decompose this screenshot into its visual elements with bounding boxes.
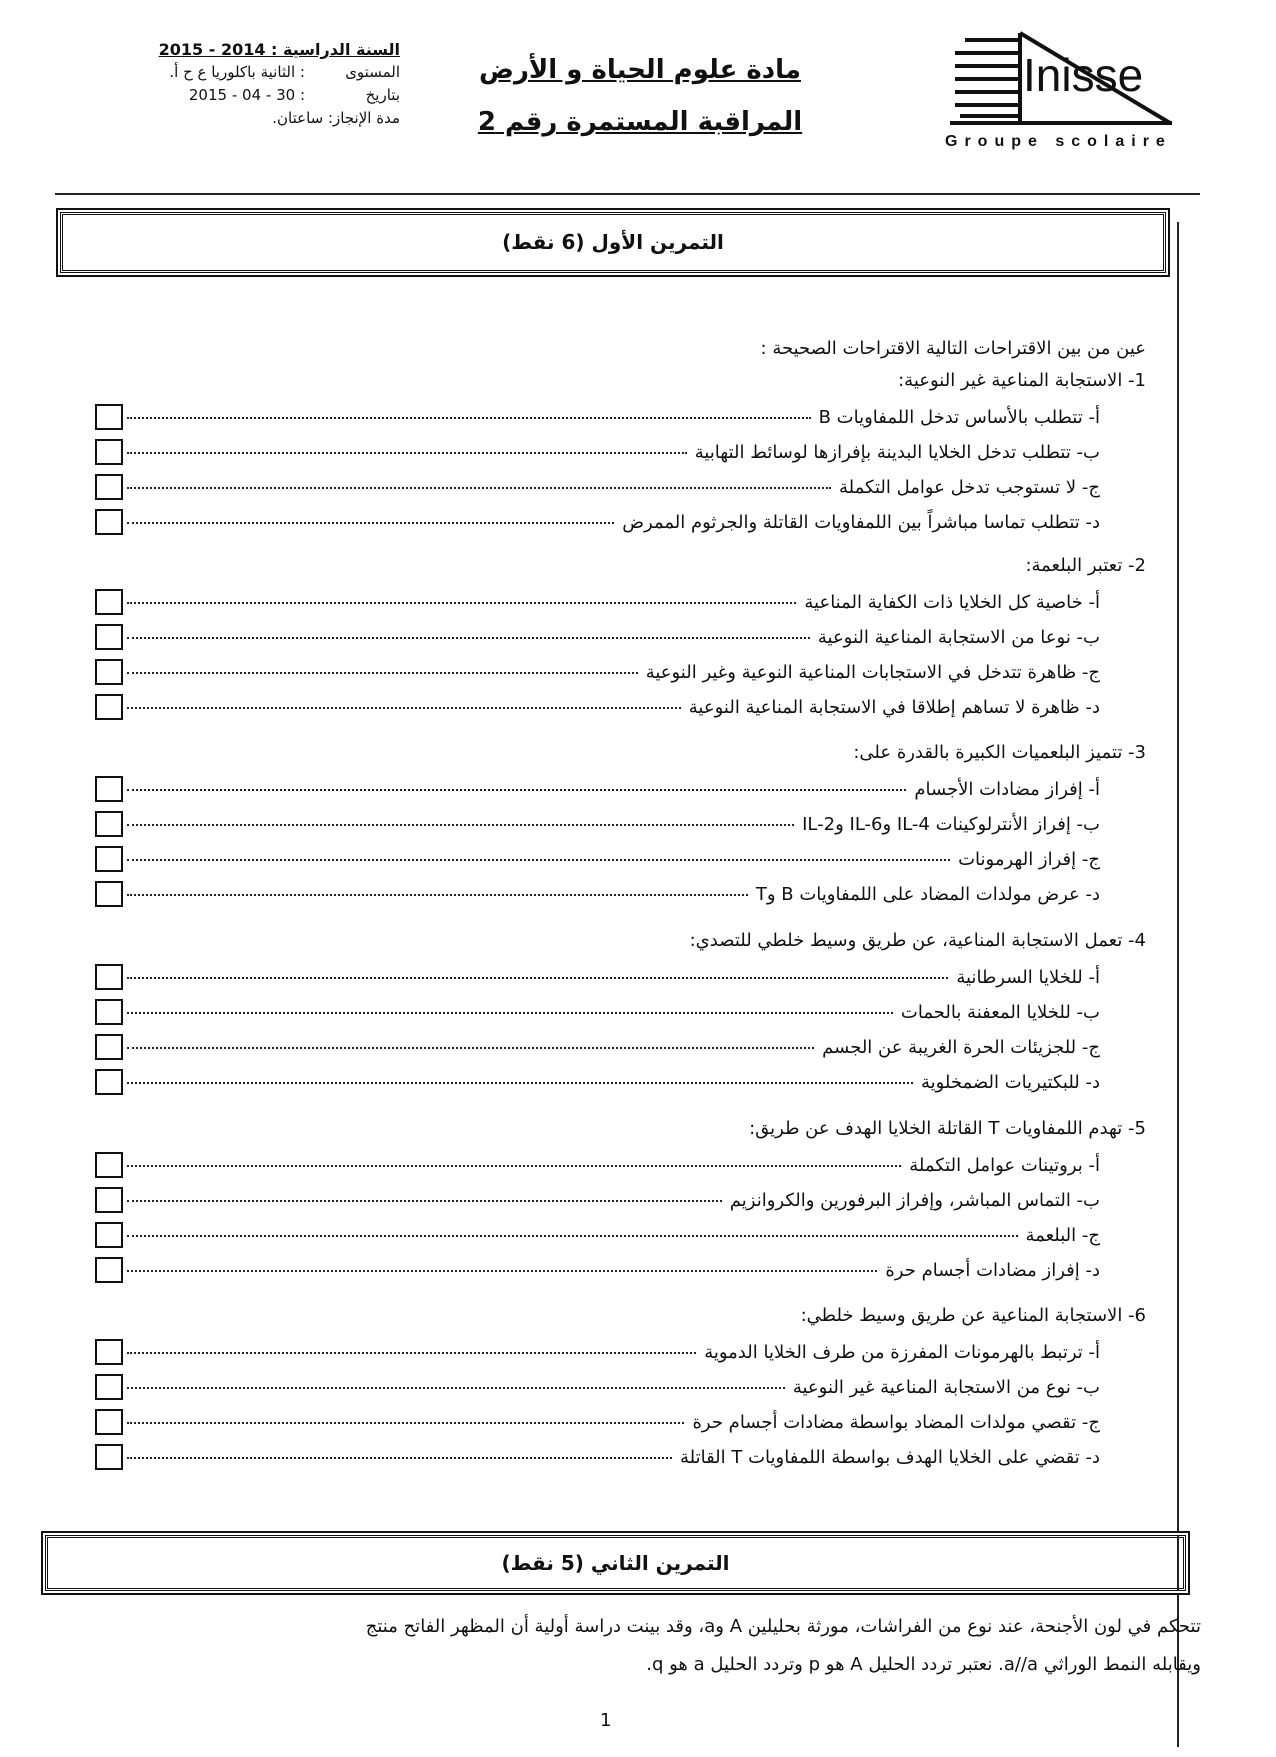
dotted-leader [127,1010,893,1014]
option-text: ج- للجزيئات الحرة الغريبة عن الجسم [822,1036,1100,1058]
option-text: ج- لا تستوجب تدخل عوامل التكملة [839,476,1100,498]
option-text: أ- إفراز مضادات الأجسام [914,778,1100,800]
header-divider [55,193,1200,195]
exam-title: المراقبة المستمرة رقم 2 [477,107,803,137]
dotted-leader [127,822,794,826]
question-3-option-1 [95,773,1100,805]
option-text: د- عرض مولدات المضاد على اللمفاويات B وT [755,883,1100,905]
dotted-leader [127,892,748,896]
answer-checkbox[interactable] [95,1152,123,1178]
dotted-leader [127,1420,684,1424]
answer-checkbox[interactable] [95,439,123,465]
answer-checkbox[interactable] [95,846,123,872]
exercise1-title: التمرين الأول (6 نقط) [60,212,1166,273]
answer-checkbox[interactable] [95,811,123,837]
option-text: د- إفراز مضادات أجسام حرة [885,1259,1100,1281]
page-border-right [1177,222,1179,1747]
dotted-leader [127,635,810,639]
answer-checkbox[interactable] [95,474,123,500]
logo-brand: Inisse [1023,49,1144,101]
question-3-option-2 [95,808,1100,840]
exercise2-line2: ويقابله النمط الوراثي a//a. نعتبر تردد الحليل A هو p وتردد الحليل a هو q. [646,1654,1201,1675]
dotted-leader [127,975,948,979]
school-year: السنة الدراسية : 2014 - 2015 [158,40,400,59]
answer-checkbox[interactable] [95,509,123,535]
option-text: أ- ترتبط بالهرمونات المفرزة من طرف الخلايا الدموية [704,1341,1100,1363]
question-5-option-1 [95,1149,1100,1181]
question-4-option-3 [95,1031,1100,1063]
question-1-stem: 1- الاستجابة المناعية غير النوعية: [898,370,1146,391]
question-1-option-4 [95,506,1100,538]
question-6-stem: 6- الاستجابة المناعية عن طريق وسيط خلطي: [800,1305,1146,1326]
dotted-leader [127,450,687,454]
date-label: بتاريخ [365,86,400,104]
dotted-leader [127,857,950,861]
answer-checkbox[interactable] [95,1069,123,1095]
exercise2-title: التمرين الثاني (5 نقط) [45,1535,1186,1591]
answer-checkbox[interactable] [95,659,123,685]
option-text: ج- البلعمة [1025,1224,1100,1246]
subject-title: مادة علوم الحياة و الأرض [478,55,801,85]
dotted-leader [127,1045,814,1049]
dotted-leader [127,705,681,709]
option-text: ب- نوع من الاستجابة المناعية غير النوعية [792,1376,1100,1398]
option-text: ج- إفراز الهرمونات [958,848,1100,870]
answer-checkbox[interactable] [95,1444,123,1470]
question-5-option-3 [95,1219,1100,1251]
option-text: د- تتطلب تماسا مباشراً بين اللمفاويات القاتلة والجرثوم الممرض [622,511,1100,533]
dotted-leader [127,1198,722,1202]
option-text: ب- للخلايا المعفنة بالحمات [900,1001,1100,1023]
dotted-leader [127,1163,901,1167]
question-3-option-3 [95,843,1100,875]
dotted-leader [127,1455,672,1459]
answer-checkbox[interactable] [95,589,123,615]
dotted-leader [127,520,614,524]
option-text: د- للبكتيريات الضمخلوية [920,1071,1100,1093]
question-4-option-1 [95,961,1100,993]
question-2-option-3 [95,656,1100,688]
question-4-option-2 [95,996,1100,1028]
answer-checkbox[interactable] [95,694,123,720]
dotted-leader [127,600,796,604]
question-6-option-1 [95,1336,1100,1368]
dotted-leader [127,485,831,489]
question-5-stem: 5- تهدم اللمفاويات T القاتلة الخلايا الهدف عن طريق: [749,1118,1146,1139]
header-title [440,55,840,137]
question-1-option-2 [95,436,1100,468]
option-text: د- تقضي على الخلايا الهدف بواسطة اللمفاويات T القاتلة [679,1446,1100,1468]
header-info [100,38,400,130]
duration: مدة الإنجاز: ساعتان. [272,109,400,127]
question-1-option-3 [95,471,1100,503]
option-text: د- ظاهرة لا تساهم إطلاقا في الاستجابة المناعية النوعية [688,696,1100,718]
answer-checkbox[interactable] [95,1409,123,1435]
answer-checkbox[interactable] [95,624,123,650]
option-text: ج- ظاهرة تتدخل في الاستجابات المناعية النوعية وغير النوعية [645,661,1100,683]
question-2-stem: 2- تعتبر البلعمة: [1025,555,1146,576]
exercise2-line1: تتحكم في لون الأجنحة، عند نوع من الفراشات، مورثة بحليلين A وa، وقد بينت دراسة أولية أن المظهر الفاتح منتج [365,1616,1201,1637]
answer-checkbox[interactable] [95,776,123,802]
dotted-leader [127,1268,877,1272]
dotted-leader [127,415,811,419]
page-number: 1 [600,1710,612,1731]
answer-checkbox[interactable] [95,1187,123,1213]
question-6-option-2 [95,1371,1100,1403]
question-2-option-4 [95,691,1100,723]
question-2-option-1 [95,586,1100,618]
level-label: المستوى [345,63,400,81]
dotted-leader [127,670,638,674]
level-row [100,61,400,84]
dotted-leader [127,1350,696,1354]
dotted-leader [127,1080,913,1084]
answer-checkbox[interactable] [95,1257,123,1283]
question-4-option-4 [95,1066,1100,1098]
option-text: أ- تتطلب بالأساس تدخل اللمفاويات B [818,406,1100,428]
option-text: ب- تتطلب تدخل الخلايا البدينة بإفرازها لوسائط التهابية [694,441,1100,463]
level-value: : الثانية باكلوريا ع ح أ. [169,63,305,81]
option-text: أ- بروتينات عوامل التكملة [909,1154,1100,1176]
dotted-leader [127,787,906,791]
answer-checkbox[interactable] [95,1374,123,1400]
question-1-option-1 [95,401,1100,433]
answer-checkbox[interactable] [95,964,123,990]
option-text: ب- التماس المباشر، وإفراز البرفورين والكروانزيم [729,1189,1100,1211]
question-2-option-2 [95,621,1100,653]
answer-checkbox[interactable] [95,404,123,430]
dotted-leader [127,1233,1018,1237]
date-row [100,84,400,107]
answer-checkbox[interactable] [95,1222,123,1248]
answer-checkbox[interactable] [95,999,123,1025]
answer-checkbox[interactable] [95,1339,123,1365]
option-text: ج- تقصي مولدات المضاد بواسطة مضادات أجسام حرة [692,1411,1100,1433]
answer-checkbox[interactable] [95,1034,123,1060]
question-4-stem: 4- تعمل الاستجابة المناعية، عن طريق وسيط خلطي للتصدي: [689,930,1146,951]
question-3-option-4 [95,878,1100,910]
question-5-option-4 [95,1254,1100,1286]
answer-checkbox[interactable] [95,881,123,907]
question-3-stem: 3- تتميز البلعميات الكبيرة بالقدرة على: [853,742,1146,763]
option-text: أ- للخلايا السرطانية [956,966,1100,988]
option-text: ب- نوعا من الاستجابة المناعية النوعية [817,626,1100,648]
option-text: ب- إفراز الأنترلوكينات IL-4 وIL-6 وIL-2 [802,813,1100,835]
exercise1-intro: عين من بين الاقتراحات التالية الاقتراحات الصحيحة : [760,338,1146,359]
school-logo [940,28,1190,158]
date-value: : 30 - 04 - 2015 [188,86,305,104]
question-6-option-3 [95,1406,1100,1438]
question-5-option-2 [95,1184,1100,1216]
logo-tagline: Groupe scolaire [945,133,1172,150]
option-text: أ- خاصية كل الخلايا ذات الكفاية المناعية [804,591,1100,613]
dotted-leader [127,1385,785,1389]
question-6-option-4 [95,1441,1100,1473]
